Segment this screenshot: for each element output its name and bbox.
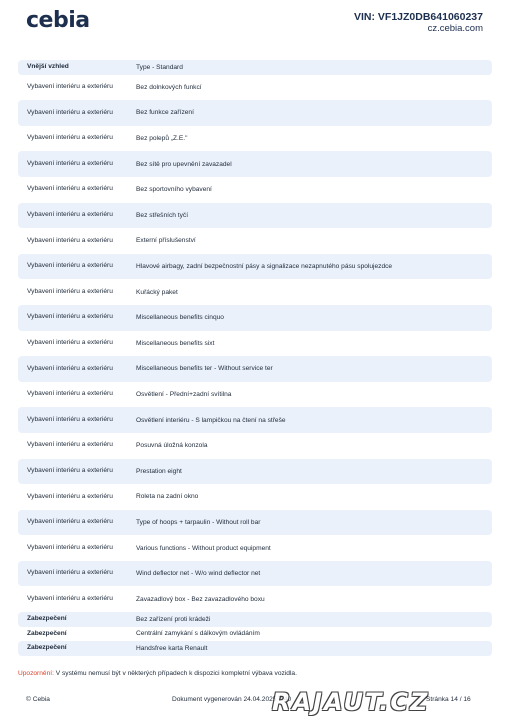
row-value: Osvětlení interiéru - S lampičkou na čtení na střeše — [136, 416, 286, 424]
row-category: Vybavení interiéru a exteriéru — [27, 543, 113, 551]
equipment-table — [18, 60, 492, 656]
row-category: Vnější vzhled — [27, 63, 69, 70]
row-category: Vybavení interiéru a exteriéru — [27, 467, 113, 474]
cebia-logo: cebia — [26, 8, 90, 33]
table-row — [18, 100, 492, 126]
row-value: Miscellaneous benefits sixt — [136, 339, 215, 347]
table-row — [18, 641, 492, 656]
table-row — [18, 356, 492, 382]
row-value: Miscellaneous benefits cinquo — [136, 314, 224, 322]
table-row — [18, 228, 492, 254]
table-row — [18, 459, 492, 485]
report-header — [0, 0, 509, 56]
table-row — [18, 407, 492, 433]
row-category: Vybavení interiéru a exteriéru — [27, 313, 113, 321]
row-category: Vybavení interiéru a exteriéru — [27, 159, 113, 167]
row-value: Kuřácký paket — [136, 288, 178, 296]
row-value: Bez funkce zařízení — [136, 109, 194, 117]
row-value: Osvětlení - Přední+zadní svítilna — [136, 391, 232, 399]
row-category: Vybavení interiéru a exteriéru — [27, 236, 113, 244]
table-row — [18, 382, 492, 408]
row-value: Wind deflector net - W/o wind deflector net — [136, 570, 261, 578]
table-row — [18, 305, 492, 331]
row-category: Zabezpečení — [27, 629, 67, 637]
row-category: Vybavení interiéru a exteriéru — [27, 134, 113, 142]
row-category: Vybavení interiéru a exteriéru — [27, 262, 113, 270]
row-category: Vybavení interiéru a exteriéru — [27, 364, 113, 372]
table-row — [18, 203, 492, 229]
row-value: Handsfree karta Renault — [136, 645, 208, 653]
table-row — [18, 331, 492, 357]
watermark-logo: RAJAUT.CZ — [272, 688, 430, 716]
row-category: Vybavení interiéru a exteriéru — [27, 390, 113, 398]
row-value: Zavazadlový box - Bez zavazadlového boxu — [136, 595, 265, 603]
row-value: Bez zařízení proti krádeži — [136, 615, 211, 623]
row-category: Vybavení interiéru a exteriéru — [27, 594, 113, 602]
row-value: Centrální zamykání s dálkovým ovládáním — [136, 630, 260, 638]
disclaimer-text: V systému nemusí být v některých případech k dispozici kompletní výbava vozidla. — [53, 670, 297, 677]
table-row — [18, 535, 492, 561]
footer-page-number: Stránka 14 / 16 — [426, 696, 471, 703]
table-row — [18, 279, 492, 305]
table-row — [18, 254, 492, 280]
site-link[interactable]: cz.cebia.com — [427, 23, 483, 34]
row-value: Miscellaneous benefits ter - Without service ter — [136, 365, 273, 373]
row-value: Bez sítě pro upevnění zavazadel — [136, 160, 232, 168]
table-row — [18, 627, 492, 642]
table-row — [18, 484, 492, 510]
row-category: Zabezpečení — [27, 644, 67, 652]
row-value: Type - Standard — [136, 63, 183, 71]
row-value: Roleta na zadní okno — [136, 493, 199, 501]
footer-generated: Dokument vygenerován 24.04.2025 7:40 — [172, 696, 292, 703]
table-row — [18, 75, 492, 101]
disclaimer-label: Upozornění: — [18, 670, 54, 677]
row-category: Zabezpečení — [27, 615, 67, 623]
row-category: Vybavení interiéru a exteriéru — [27, 492, 113, 500]
row-value: Bez střešních tyčí — [136, 211, 189, 219]
row-category: Vybavení interiéru a exteriéru — [27, 211, 113, 219]
row-category: Vybavení interiéru a exteriéru — [27, 339, 113, 347]
table-row — [18, 126, 492, 152]
row-value: Prestation eight — [136, 467, 182, 475]
row-category: Vybavení interiéru a exteriéru — [27, 83, 113, 91]
row-value: Hlavové airbagy, zadní bezpečnostní pásy a signalizace nezapnutého pásu spolujezdce — [136, 263, 393, 271]
row-category: Vybavení interiéru a exteriéru — [27, 415, 113, 423]
row-value: Externí příslušenství — [136, 237, 196, 245]
row-category: Vybavení interiéru a exteriéru — [27, 518, 113, 526]
row-value: Various functions - Without product equipment — [136, 544, 271, 552]
table-row — [18, 510, 492, 536]
table-row — [18, 60, 492, 75]
page-footer — [0, 694, 509, 708]
table-row — [18, 612, 492, 627]
table-row — [18, 433, 492, 459]
disclaimer-note — [18, 670, 297, 677]
vin-number: VIN: VF1JZ0DB641060237 — [354, 11, 483, 23]
row-value: Type of hoops + tarpaulin - Without roll bar — [136, 518, 261, 526]
table-row — [18, 177, 492, 203]
table-row — [18, 561, 492, 587]
row-category: Vybavení interiéru a exteriéru — [27, 441, 113, 449]
row-value: Bez sportovního vybavení — [136, 186, 212, 194]
row-value: Posuvná úložná konzola — [136, 442, 208, 450]
row-value: Bez dolnkových funkcí — [136, 83, 202, 91]
row-category: Vybavení interiéru a exteriéru — [27, 108, 113, 116]
row-category: Vybavení interiéru a exteriéru — [27, 569, 113, 577]
table-row — [18, 151, 492, 177]
row-category: Vybavení interiéru a exteriéru — [27, 287, 113, 295]
footer-copyright: © Cebia — [26, 696, 50, 703]
table-row — [18, 586, 492, 612]
row-value: Bez polepů „Z.E." — [136, 135, 188, 143]
row-category: Vybavení interiéru a exteriéru — [27, 185, 113, 193]
